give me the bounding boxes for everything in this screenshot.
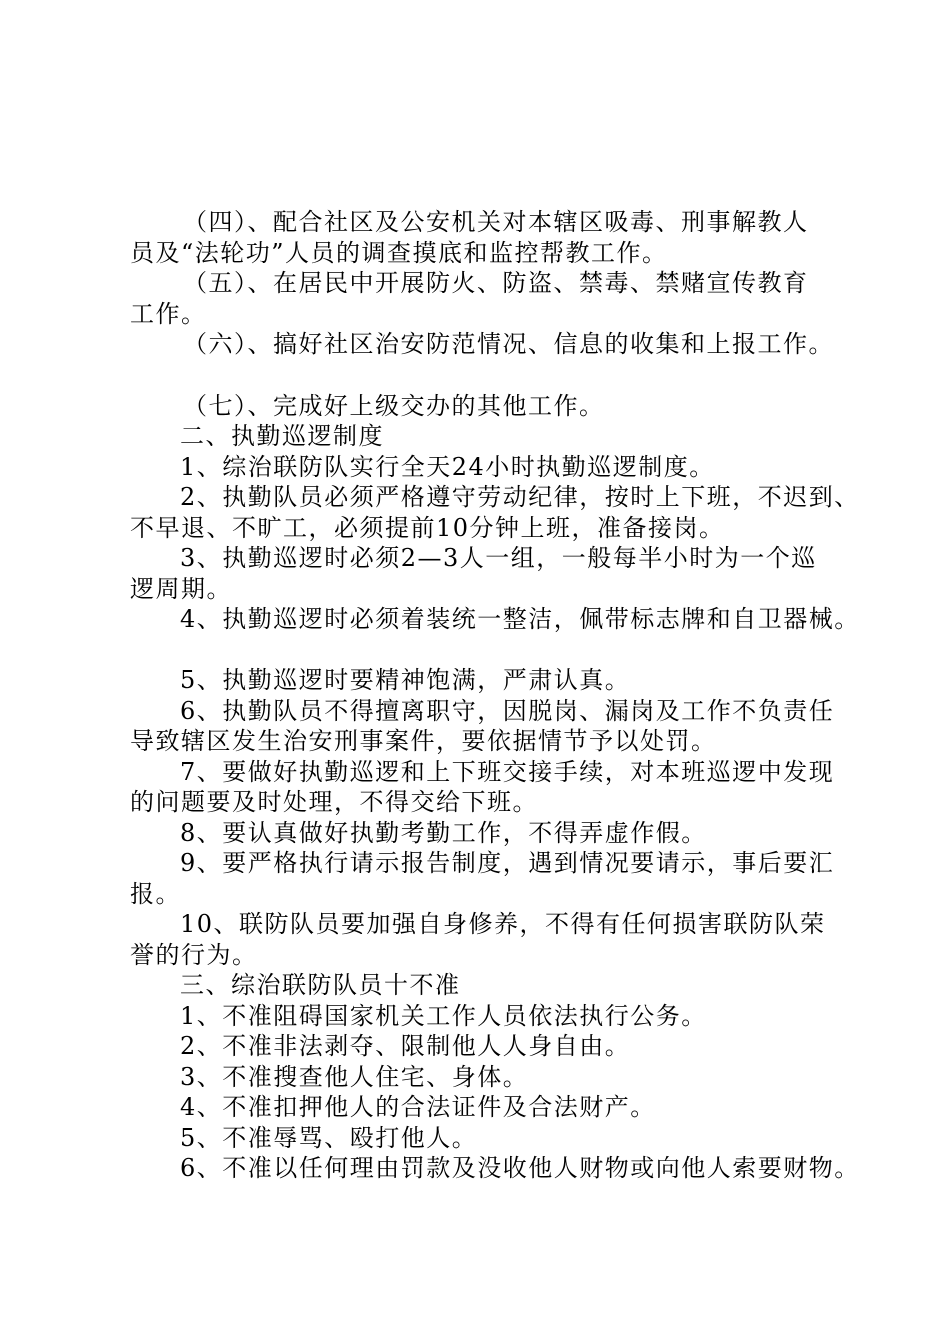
text-line: 5、执勤巡逻时要精神饱满，严肃认真。 <box>180 666 631 694</box>
section-heading: 二、执勤巡逻制度 <box>180 422 384 450</box>
text-line: 1、综治联防队实行全天24小时执勤巡逻制度。 <box>180 453 715 481</box>
text-line: 4、执勤巡逻时必须着装统一整洁，佩带标志牌和自卫器械。 <box>180 605 860 633</box>
text-line: 8、要认真做好执勤考勤工作，不得弄虚作假。 <box>180 819 707 847</box>
text-line: 工作。 <box>130 300 207 328</box>
text-line: 2、不准非法剥夺、限制他人人身自由。 <box>180 1032 631 1060</box>
text-line: 2、执勤队员必须严格遵守劳动纪律，按时上下班，不迟到、 <box>180 483 860 511</box>
text-line: 1、不准阻碍国家机关工作人员依法执行公务。 <box>180 1002 707 1030</box>
text-line: 5、不准辱骂、殴打他人。 <box>180 1124 478 1152</box>
text-line: 员及“法轮功”人员的调查摸底和监控帮教工作。 <box>130 239 668 267</box>
text-line: 导致辖区发生治安刑事案件，要依据情节予以处罚。 <box>130 727 717 755</box>
text-line: 4、不准扣押他人的合法证件及合法财产。 <box>180 1093 656 1121</box>
text-line: 报。 <box>130 880 181 908</box>
text-line: 誉的行为。 <box>130 941 258 969</box>
text-line: 7、要做好执勤巡逻和上下班交接手续，对本班巡逻中发现 <box>180 758 835 786</box>
text-line: 9、要严格执行请示报告制度，遇到情况要请示，事后要汇 <box>180 849 835 877</box>
text-line: 6、不准以任何理由罚款及没收他人财物或向他人索要财物。 <box>180 1154 860 1182</box>
text-line: 6、执勤队员不得擅离职守，因脱岗、漏岗及工作不负责任 <box>180 697 835 725</box>
text-line: 3、执勤巡逻时必须2—3人一组，一般每半小时为一个巡 <box>180 544 817 572</box>
text-line: 10、联防队员要加强自身修养，不得有任何损害联防队荣 <box>180 910 826 938</box>
text-line: 3、不准搜查他人住宅、身体。 <box>180 1063 529 1091</box>
text-line: 逻周期。 <box>130 575 232 603</box>
text-line: 的问题要及时处理，不得交给下班。 <box>130 788 538 816</box>
text-line: （七）、完成好上级交办的其他工作。 <box>183 392 605 420</box>
text-line: 不早退、不旷工，必须提前10分钟上班，准备接岗。 <box>130 514 725 542</box>
section-heading: 三、综治联防队员十不准 <box>180 971 461 999</box>
text-line: （五）、在居民中开展防火、防盗、禁毒、禁赌宣传教育 <box>183 269 809 297</box>
text-line: （六）、搞好社区治安防范情况、信息的收集和上报工作。 <box>183 330 834 358</box>
text-line: （四）、配合社区及公安机关对本辖区吸毒、刑事解教人 <box>183 208 809 236</box>
